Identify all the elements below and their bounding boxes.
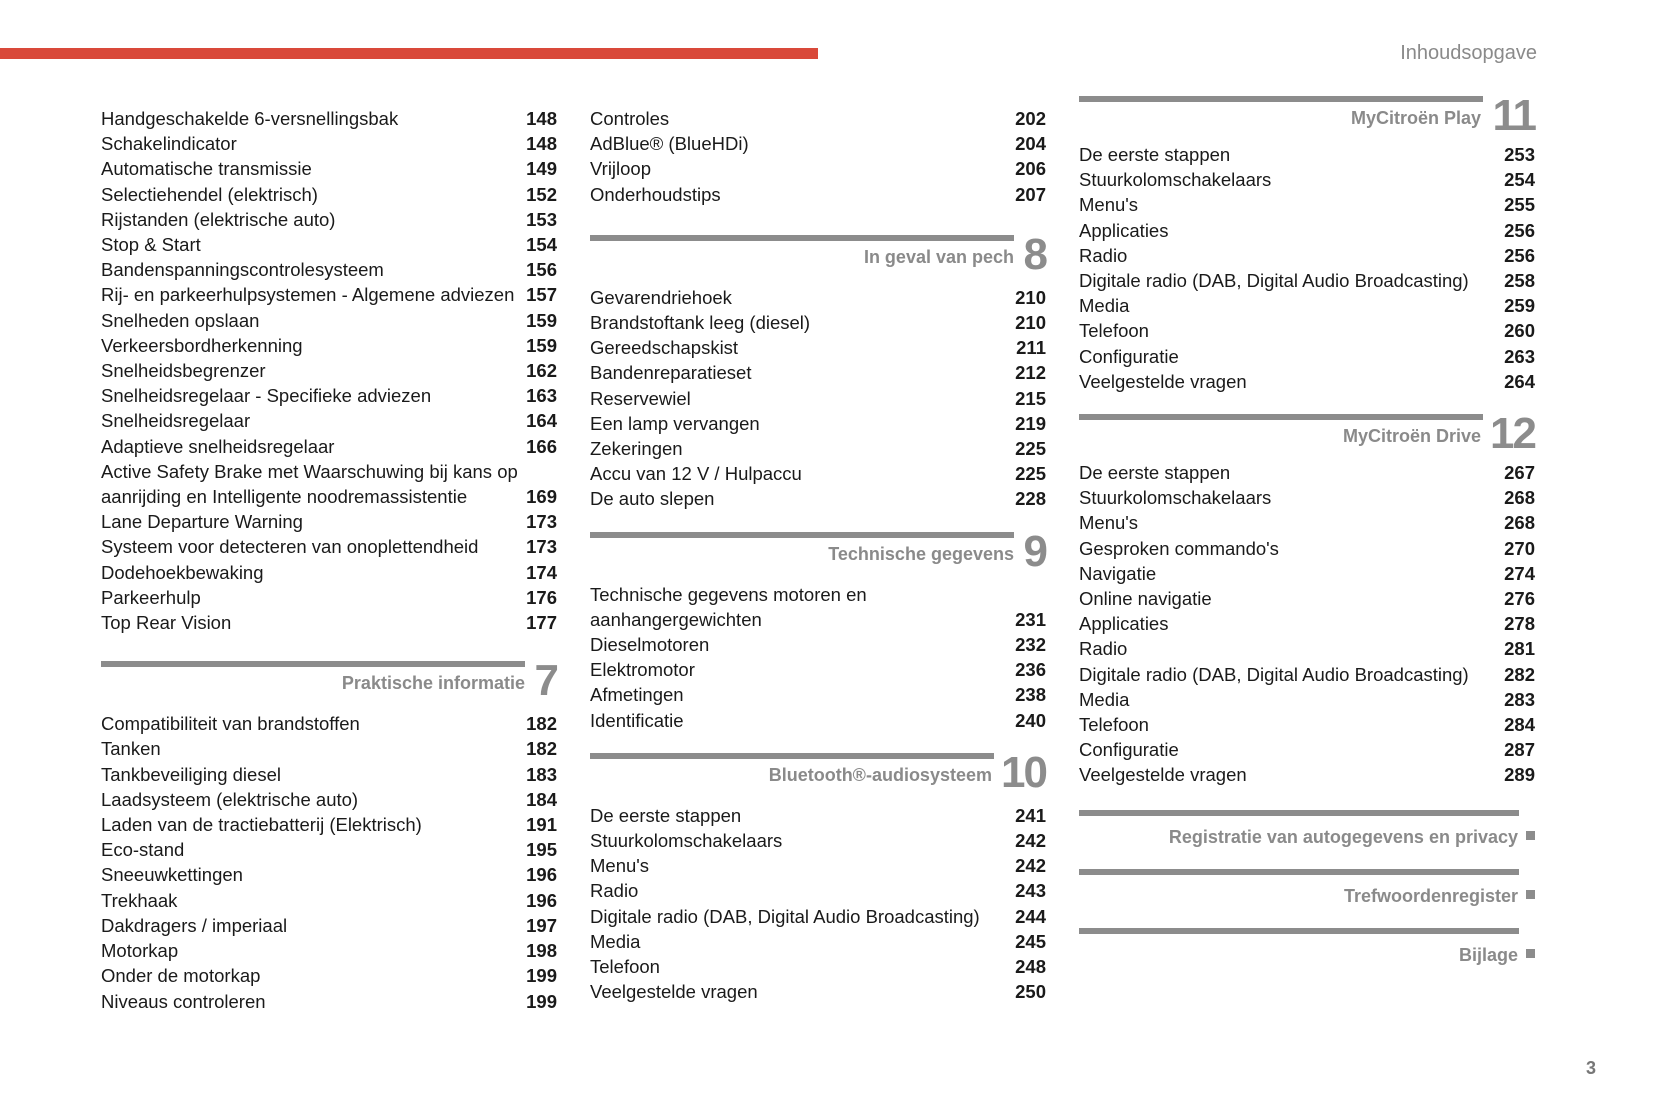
- section-number: 9: [1023, 526, 1046, 576]
- section-rule: [1079, 414, 1483, 420]
- toc-list: [590, 285, 1046, 512]
- toc-entry-title: Handgeschakelde 6-versnellingsbak: [101, 108, 399, 129]
- toc-entry[interactable]: [1079, 712, 1535, 737]
- toc-entry-page: 228: [1015, 488, 1046, 510]
- toc-entry[interactable]: [590, 335, 1046, 360]
- toc-entry-title: Dodehoekbewaking: [101, 561, 264, 583]
- extra-section-index: [1079, 869, 1535, 928]
- toc-entry-page: 212: [1015, 362, 1046, 384]
- toc-entry-title: Rijstanden (elektrische auto): [101, 208, 336, 230]
- toc-entry-page: 198: [526, 940, 557, 962]
- toc-entry-page: 210: [1015, 312, 1046, 334]
- toc-entry-page: 242: [1015, 830, 1046, 852]
- toc-entry-title: Digitale radio (DAB, Digital Audio Broadcasting): [1079, 663, 1469, 685]
- toc-entry[interactable]: [101, 131, 557, 156]
- toc-entry-title: Elektromotor: [590, 659, 695, 681]
- toc-entry-page: 195: [526, 839, 557, 861]
- toc-entry-page: 284: [1504, 714, 1535, 736]
- toc-entry-page: 256: [1504, 219, 1535, 241]
- toc-entry-page: 164: [526, 410, 557, 432]
- toc-entry[interactable]: [101, 232, 557, 257]
- toc-entry-page: 154: [526, 234, 557, 256]
- toc-entry-title: Stuurkolomschakelaars: [590, 830, 783, 852]
- toc-entry[interactable]: [101, 585, 557, 610]
- toc-entry-page: 255: [1504, 194, 1535, 216]
- toc-entry-page: 207: [1015, 183, 1046, 205]
- toc-entry-page: 156: [526, 259, 557, 281]
- section-label: Praktische informatie: [341, 673, 525, 694]
- toc-entry-page: 177: [526, 612, 557, 634]
- page-number: 3: [1586, 1058, 1597, 1078]
- toc-entry-page: 248: [1015, 956, 1046, 978]
- toc-entry[interactable]: [590, 708, 1046, 733]
- toc-entry[interactable]: [101, 963, 557, 988]
- toc-entry-title: Media: [1079, 295, 1130, 317]
- toc-entry-page: 240: [1015, 709, 1046, 731]
- toc-entry[interactable]: [1079, 344, 1535, 369]
- toc-entry[interactable]: [590, 803, 1046, 828]
- toc-entry-title: Digitale radio (DAB, Digital Audio Broadcasting): [590, 905, 980, 927]
- toc-entry-title: Stuurkolomschakelaars: [1079, 169, 1272, 191]
- extra-section-appendix: [1079, 928, 1535, 987]
- toc-entry[interactable]: [590, 486, 1046, 511]
- toc-entry-title: Configuratie: [1079, 345, 1179, 367]
- toc-entry-page: 174: [526, 561, 557, 583]
- toc-entry[interactable]: [1079, 369, 1535, 394]
- toc-entry-title: Een lamp vervangen: [590, 412, 760, 434]
- toc-entry-title: Motorkap: [101, 940, 179, 962]
- toc-entry-title: Dieselmotoren: [590, 634, 710, 656]
- toc-entry-page: 260: [1504, 320, 1535, 342]
- toc-entry[interactable]: [1079, 167, 1535, 192]
- toc-list: [1079, 460, 1535, 788]
- section-rule: [590, 532, 1014, 538]
- toc-entry-page: 268: [1504, 512, 1535, 534]
- toc-entry[interactable]: [590, 954, 1046, 979]
- extra-section-privacy: [1079, 810, 1535, 869]
- toc-entry[interactable]: [590, 360, 1046, 385]
- toc-entry-page: 238: [1015, 684, 1046, 706]
- toc-entry[interactable]: [101, 610, 557, 635]
- toc-entry[interactable]: [101, 308, 557, 333]
- toc-entry-title: Vrijloop: [590, 158, 652, 180]
- section-label: In geval van pech: [863, 246, 1014, 267]
- toc-entry-title: Bandenreparatieset: [590, 362, 752, 384]
- toc-entry-title: Applicaties: [1079, 613, 1169, 635]
- toc-entry-page: 163: [526, 385, 557, 407]
- toc-entry-page: 236: [1015, 659, 1046, 681]
- toc-entry-page: 242: [1015, 855, 1046, 877]
- toc-entry[interactable]: [101, 560, 557, 585]
- toc-entry[interactable]: [101, 938, 557, 963]
- toc-entry-page: 182: [526, 738, 557, 760]
- toc-entry-page: 225: [1015, 438, 1046, 460]
- toc-entry-title: De eerste stappen: [1079, 462, 1231, 484]
- toc-entry[interactable]: [101, 711, 557, 736]
- square-marker-icon: [1526, 890, 1535, 899]
- toc-column-3: [1079, 90, 1535, 987]
- toc-entry[interactable]: [1079, 737, 1535, 762]
- toc-entry-title: Snelheden opslaan: [101, 309, 260, 331]
- toc-entry-page: 254: [1504, 169, 1535, 191]
- toc-entry-title: Gesproken commando's: [1079, 537, 1279, 559]
- toc-entry[interactable]: [1079, 611, 1535, 636]
- toc-entry-title: Controles: [590, 108, 670, 129]
- toc-entry[interactable]: [101, 837, 557, 862]
- toc-entry-page: 270: [1504, 537, 1535, 559]
- toc-entry-page: 182: [526, 713, 557, 735]
- toc-entry-page: 258: [1504, 270, 1535, 292]
- section-rule: [101, 661, 525, 667]
- toc-entry-title: Radio: [590, 880, 639, 902]
- toc-entry[interactable]: [101, 913, 557, 938]
- toc-entry-title: Tanken: [101, 738, 161, 760]
- toc-entry-title: Adaptieve snelheidsregelaar: [101, 435, 335, 457]
- toc-entry-title: Identificatie: [590, 709, 684, 731]
- toc-entry-page: 176: [526, 586, 557, 608]
- toc-entry[interactable]: [590, 904, 1046, 929]
- toc-entry[interactable]: [590, 285, 1046, 310]
- toc-entry-title: Navigatie: [1079, 562, 1157, 584]
- toc-entry-page: 283: [1504, 688, 1535, 710]
- toc-list: [590, 582, 1046, 733]
- toc-list: [590, 803, 1046, 1005]
- toc-entry-title: Parkeerhulp: [101, 586, 201, 608]
- toc-entry-title: Media: [590, 930, 641, 952]
- toc-entry-page: 219: [1015, 412, 1046, 434]
- section-label: Bijlage: [1459, 945, 1535, 966]
- header-accent-bar: [0, 48, 818, 59]
- toc-entry-title: Bandenspanningscontrolesysteem: [101, 259, 384, 281]
- toc-entry-title: Online navigatie: [1079, 588, 1212, 610]
- section-header-8: [590, 229, 1046, 285]
- section-number: 7: [534, 656, 557, 706]
- section-label: MyCitroën Drive: [1342, 426, 1481, 447]
- toc-entry-page: 196: [526, 864, 557, 886]
- toc-entry-page: 162: [526, 360, 557, 382]
- section-header-11: [1079, 90, 1535, 142]
- toc-entry[interactable]: [101, 282, 557, 307]
- toc-entry-title: Media: [1079, 688, 1130, 710]
- toc-entry-title: Telefoon: [1079, 320, 1149, 342]
- toc-entry-page: 253: [1504, 144, 1535, 165]
- toc-entry[interactable]: [101, 888, 557, 913]
- toc-entry[interactable]: [590, 131, 1046, 156]
- toc-entry[interactable]: [1079, 586, 1535, 611]
- toc-entry-title: Veelgestelde vragen: [1079, 370, 1247, 392]
- toc-entry[interactable]: [1079, 662, 1535, 687]
- toc-entry-page: 225: [1015, 463, 1046, 485]
- square-marker-icon: [1526, 831, 1535, 840]
- toc-entry-title: Brandstoftank leeg (diesel): [590, 312, 811, 334]
- toc-entry-page: 149: [526, 158, 557, 180]
- toc-entry-title: Active Safety Brake met Waarschuwing bij kans op aanrijding en Intelligente noodremassistentie: [101, 460, 518, 508]
- toc-entry-page: 243: [1015, 880, 1046, 902]
- toc-entry[interactable]: [590, 582, 1046, 632]
- toc-entry-page: 250: [1015, 981, 1046, 1003]
- toc-entry-page: 231: [1015, 608, 1046, 630]
- toc-entry-title: Lane Departure Warning: [101, 511, 303, 533]
- toc-entry[interactable]: [101, 762, 557, 787]
- toc-entry-page: 183: [526, 763, 557, 785]
- toc-entry[interactable]: [101, 534, 557, 559]
- toc-entry[interactable]: [101, 459, 557, 509]
- section-rule: [1079, 96, 1483, 102]
- toc-entry-title: Tankbeveiliging diesel: [101, 763, 281, 785]
- toc-entry-title: Niveaus controleren: [101, 990, 266, 1012]
- toc-entry[interactable]: [590, 386, 1046, 411]
- toc-entry-page: 241: [1015, 804, 1046, 826]
- toc-entry-title: Selectiehendel (elektrisch): [101, 183, 318, 205]
- toc-entry-page: 169: [526, 486, 557, 508]
- toc-entry[interactable]: [1079, 762, 1535, 787]
- toc-entry-title: AdBlue® (BlueHDi): [590, 133, 749, 155]
- toc-entry-title: Veelgestelde vragen: [1079, 764, 1247, 786]
- toc-column-2: [590, 106, 1046, 1004]
- toc-entry[interactable]: [590, 878, 1046, 903]
- section-label: MyCitroën Play: [1350, 108, 1481, 128]
- toc-entry[interactable]: [101, 257, 557, 282]
- toc-entry-page: 148: [526, 108, 557, 129]
- toc-entry-title: Onderhoudstips: [590, 183, 721, 205]
- toc-entry-page: 210: [1015, 286, 1046, 308]
- toc-entry-page: 281: [1504, 638, 1535, 660]
- section-rule: [590, 235, 1014, 241]
- toc-entry[interactable]: [101, 207, 557, 232]
- toc-entry-title: Gereedschapskist: [590, 337, 739, 359]
- toc-entry[interactable]: [1079, 460, 1535, 485]
- toc-entry-title: Applicaties: [1079, 219, 1169, 241]
- toc-entry[interactable]: [1079, 687, 1535, 712]
- toc-list: [590, 106, 1046, 207]
- toc-entry-title: Zekeringen: [590, 438, 683, 460]
- section-rule: [590, 753, 994, 759]
- toc-entry-title: Configuratie: [1079, 739, 1179, 761]
- toc-entry[interactable]: [101, 736, 557, 761]
- toc-entry[interactable]: [590, 657, 1046, 682]
- toc-entry-title: Compatibiliteit van brandstoffen: [101, 713, 360, 735]
- page-title: Inhoudsopgave: [1400, 42, 1537, 64]
- toc-entry[interactable]: [101, 812, 557, 837]
- toc-entry-page: 191: [526, 814, 557, 836]
- toc-entry-page: 159: [526, 309, 557, 331]
- section-label: Bluetooth®-audiosysteem: [768, 764, 992, 785]
- section-number: 12: [1490, 409, 1535, 459]
- toc-entry-page: 244: [1015, 905, 1046, 927]
- toc-entry-page: 232: [1015, 634, 1046, 656]
- section-header-7: [101, 655, 557, 711]
- toc-entry-title: Top Rear Vision: [101, 612, 232, 634]
- toc-entry[interactable]: [590, 632, 1046, 657]
- toc-entry-title: Snelheidsregelaar - Specifieke adviezen: [101, 385, 432, 407]
- toc-entry-title: Technische gegevens motoren en aanhangergewichten: [590, 583, 867, 630]
- toc-entry[interactable]: [590, 461, 1046, 486]
- toc-entry-title: De eerste stappen: [590, 804, 742, 826]
- toc-entry[interactable]: [1079, 243, 1535, 268]
- toc-entry-title: Rij- en parkeerhulpsystemen - Algemene adviezen: [101, 284, 515, 306]
- toc-entry[interactable]: [1079, 192, 1535, 217]
- toc-entry-title: Dakdragers / imperiaal: [101, 914, 288, 936]
- toc-entry[interactable]: [1079, 485, 1535, 510]
- toc-entry[interactable]: [590, 106, 1046, 131]
- toc-entry-title: Digitale radio (DAB, Digital Audio Broadcasting): [1079, 270, 1469, 292]
- toc-entry-page: 268: [1504, 487, 1535, 509]
- toc-entry-page: 256: [1504, 244, 1535, 266]
- toc-entry-page: 282: [1504, 663, 1535, 685]
- toc-entry[interactable]: [101, 383, 557, 408]
- toc-entry-page: 245: [1015, 930, 1046, 952]
- toc-entry[interactable]: [1079, 636, 1535, 661]
- section-label: Trefwoordenregister: [1344, 886, 1535, 907]
- toc-entry[interactable]: [1079, 268, 1535, 293]
- toc-entry-page: 215: [1015, 387, 1046, 409]
- toc-entry-title: Snelheidsbegrenzer: [101, 360, 266, 382]
- toc-entry[interactable]: [101, 989, 557, 1014]
- toc-entry-title: Eco-stand: [101, 839, 185, 861]
- toc-entry[interactable]: [590, 682, 1046, 707]
- toc-entry-title: Systeem voor detecteren van onoplettendheid: [101, 536, 479, 558]
- toc-entry-title: Radio: [1079, 244, 1128, 266]
- section-header-10: [590, 747, 1046, 803]
- toc-entry-page: 166: [526, 435, 557, 457]
- toc-entry[interactable]: [1079, 561, 1535, 586]
- toc-entry-page: 173: [526, 511, 557, 533]
- toc-entry-title: Menu's: [590, 855, 650, 877]
- toc-list: [101, 711, 557, 1013]
- toc-entry-page: 148: [526, 133, 557, 155]
- toc-entry[interactable]: [590, 310, 1046, 335]
- toc-entry-title: De eerste stappen: [1079, 144, 1231, 165]
- section-header-12: [1079, 408, 1535, 460]
- toc-entry[interactable]: [101, 434, 557, 459]
- toc-entry-title: Sneeuwkettingen: [101, 864, 243, 886]
- toc-entry-page: 274: [1504, 562, 1535, 584]
- toc-entry-title: Veelgestelde vragen: [590, 981, 758, 1003]
- toc-entry[interactable]: [101, 106, 557, 131]
- toc-entry-title: Automatische transmissie: [101, 158, 312, 180]
- toc-entry[interactable]: [590, 182, 1046, 207]
- toc-entry-title: Stop & Start: [101, 234, 201, 256]
- toc-entry-page: 199: [526, 990, 557, 1012]
- section-rule: [1079, 810, 1519, 816]
- toc-entry-page: 278: [1504, 613, 1535, 635]
- section-label: Registratie van autogegevens en privacy: [1169, 827, 1535, 848]
- toc-entry-title: De auto slepen: [590, 488, 715, 510]
- toc-entry-page: 159: [526, 334, 557, 356]
- toc-entry[interactable]: [590, 411, 1046, 436]
- toc-entry[interactable]: [101, 333, 557, 358]
- toc-entry-page: 197: [526, 914, 557, 936]
- toc-entry[interactable]: [1079, 218, 1535, 243]
- toc-entry-title: Accu van 12 V / Hulpaccu: [590, 463, 802, 485]
- toc-list: [101, 106, 557, 635]
- toc-entry[interactable]: [590, 929, 1046, 954]
- toc-entry-title: Gevarendriehoek: [590, 286, 732, 308]
- toc-entry-title: Radio: [1079, 638, 1128, 660]
- toc-entry[interactable]: [101, 358, 557, 383]
- toc-entry-page: 199: [526, 965, 557, 987]
- toc-entry-title: Laadsysteem (elektrische auto): [101, 788, 359, 810]
- toc-entry-page: 287: [1504, 739, 1535, 761]
- toc-entry[interactable]: [1079, 510, 1535, 535]
- toc-entry-page: 173: [526, 536, 557, 558]
- section-label: Technische gegevens: [828, 543, 1014, 564]
- toc-entry-page: 276: [1504, 588, 1535, 610]
- toc-entry-title: Schakelindicator: [101, 133, 237, 155]
- toc-entry[interactable]: [1079, 536, 1535, 561]
- toc-entry-title: Stuurkolomschakelaars: [1079, 487, 1272, 509]
- section-number: 8: [1023, 229, 1046, 279]
- toc-entry[interactable]: [590, 156, 1046, 181]
- toc-entry[interactable]: [590, 979, 1046, 1004]
- section-rule: [1079, 869, 1519, 875]
- toc-entry[interactable]: [101, 182, 557, 207]
- square-marker-icon: [1526, 949, 1535, 958]
- toc-entry[interactable]: [590, 853, 1046, 878]
- toc-entry-page: 196: [526, 889, 557, 911]
- toc-entry-page: 263: [1504, 345, 1535, 367]
- toc-entry-page: 202: [1015, 108, 1046, 129]
- toc-entry[interactable]: [1079, 318, 1535, 343]
- toc-entry-title: Telefoon: [590, 956, 660, 978]
- toc-entry[interactable]: [101, 156, 557, 181]
- section-number: 10: [1001, 747, 1046, 797]
- toc-entry-page: 157: [526, 284, 557, 306]
- toc-entry[interactable]: [101, 408, 557, 433]
- toc-entry-title: Menu's: [1079, 512, 1139, 534]
- toc-entry[interactable]: [101, 862, 557, 887]
- toc-entry-page: 184: [526, 788, 557, 810]
- toc-entry-title: Afmetingen: [590, 684, 684, 706]
- toc-entry-page: 267: [1504, 462, 1535, 484]
- toc-entry-page: 259: [1504, 295, 1535, 317]
- toc-entry-title: Onder de motorkap: [101, 965, 261, 987]
- toc-entry-title: Trekhaak: [101, 889, 178, 911]
- toc-column-1: [101, 106, 557, 1014]
- toc-entry[interactable]: [590, 436, 1046, 461]
- toc-entry-title: Verkeersbordherkenning: [101, 334, 303, 356]
- toc-entry-title: Reservewiel: [590, 387, 691, 409]
- toc-entry[interactable]: [590, 828, 1046, 853]
- section-number: 11: [1492, 91, 1535, 140]
- toc-entry-title: Telefoon: [1079, 714, 1149, 736]
- toc-entry-page: 206: [1015, 158, 1046, 180]
- toc-entry[interactable]: [1079, 142, 1535, 167]
- toc-entry[interactable]: [101, 787, 557, 812]
- toc-entry-title: Snelheidsregelaar: [101, 410, 251, 432]
- toc-entry-page: 211: [1016, 337, 1046, 359]
- toc-entry-title: Menu's: [1079, 194, 1139, 216]
- toc-entry-page: 204: [1015, 133, 1046, 155]
- toc-entry[interactable]: [1079, 293, 1535, 318]
- toc-entry-page: 289: [1504, 764, 1535, 786]
- section-header-9: [590, 526, 1046, 582]
- toc-entry-title: Laden van de tractiebatterij (Elektrisch): [101, 814, 422, 836]
- toc-list: [1079, 142, 1535, 394]
- toc-entry-page: 153: [526, 208, 557, 230]
- toc-entry-page: 152: [526, 183, 557, 205]
- section-rule: [1079, 928, 1519, 934]
- toc-entry[interactable]: [101, 509, 557, 534]
- toc-entry-page: 264: [1504, 370, 1535, 392]
